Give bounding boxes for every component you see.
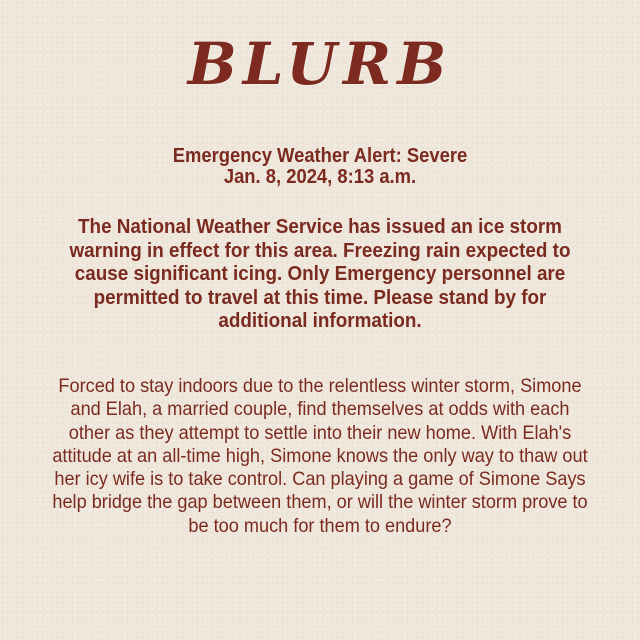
alert-headline: Emergency Weather Alert: Severe	[172, 145, 468, 167]
page-title: BLURB	[187, 30, 453, 98]
alert-timestamp: Jan. 8, 2024, 8:13 a.m.	[223, 166, 417, 188]
weather-announcement: The National Weather Service has issued an ice storm warning in effect for this area. Freezing rain expected to cause significant icing. Only Emergency personnel are permitted to travel at this time. Please stand by for additional information.	[69, 215, 571, 332]
alert-header	[51, 146, 588, 188]
story-blurb: Forced to stay indoors due to the relentless winter storm, Simone and Elah, a married couple, find themselves at odds with each other as they attempt to settle into their new home. With Elah's attitude at an all-time high, Simone knows the only way to thaw out her icy wife is to take control. Can playing a game of Simone Says help bridge the gap between them, or will the winter storm prove to be too much for them to endure?	[52, 375, 588, 537]
